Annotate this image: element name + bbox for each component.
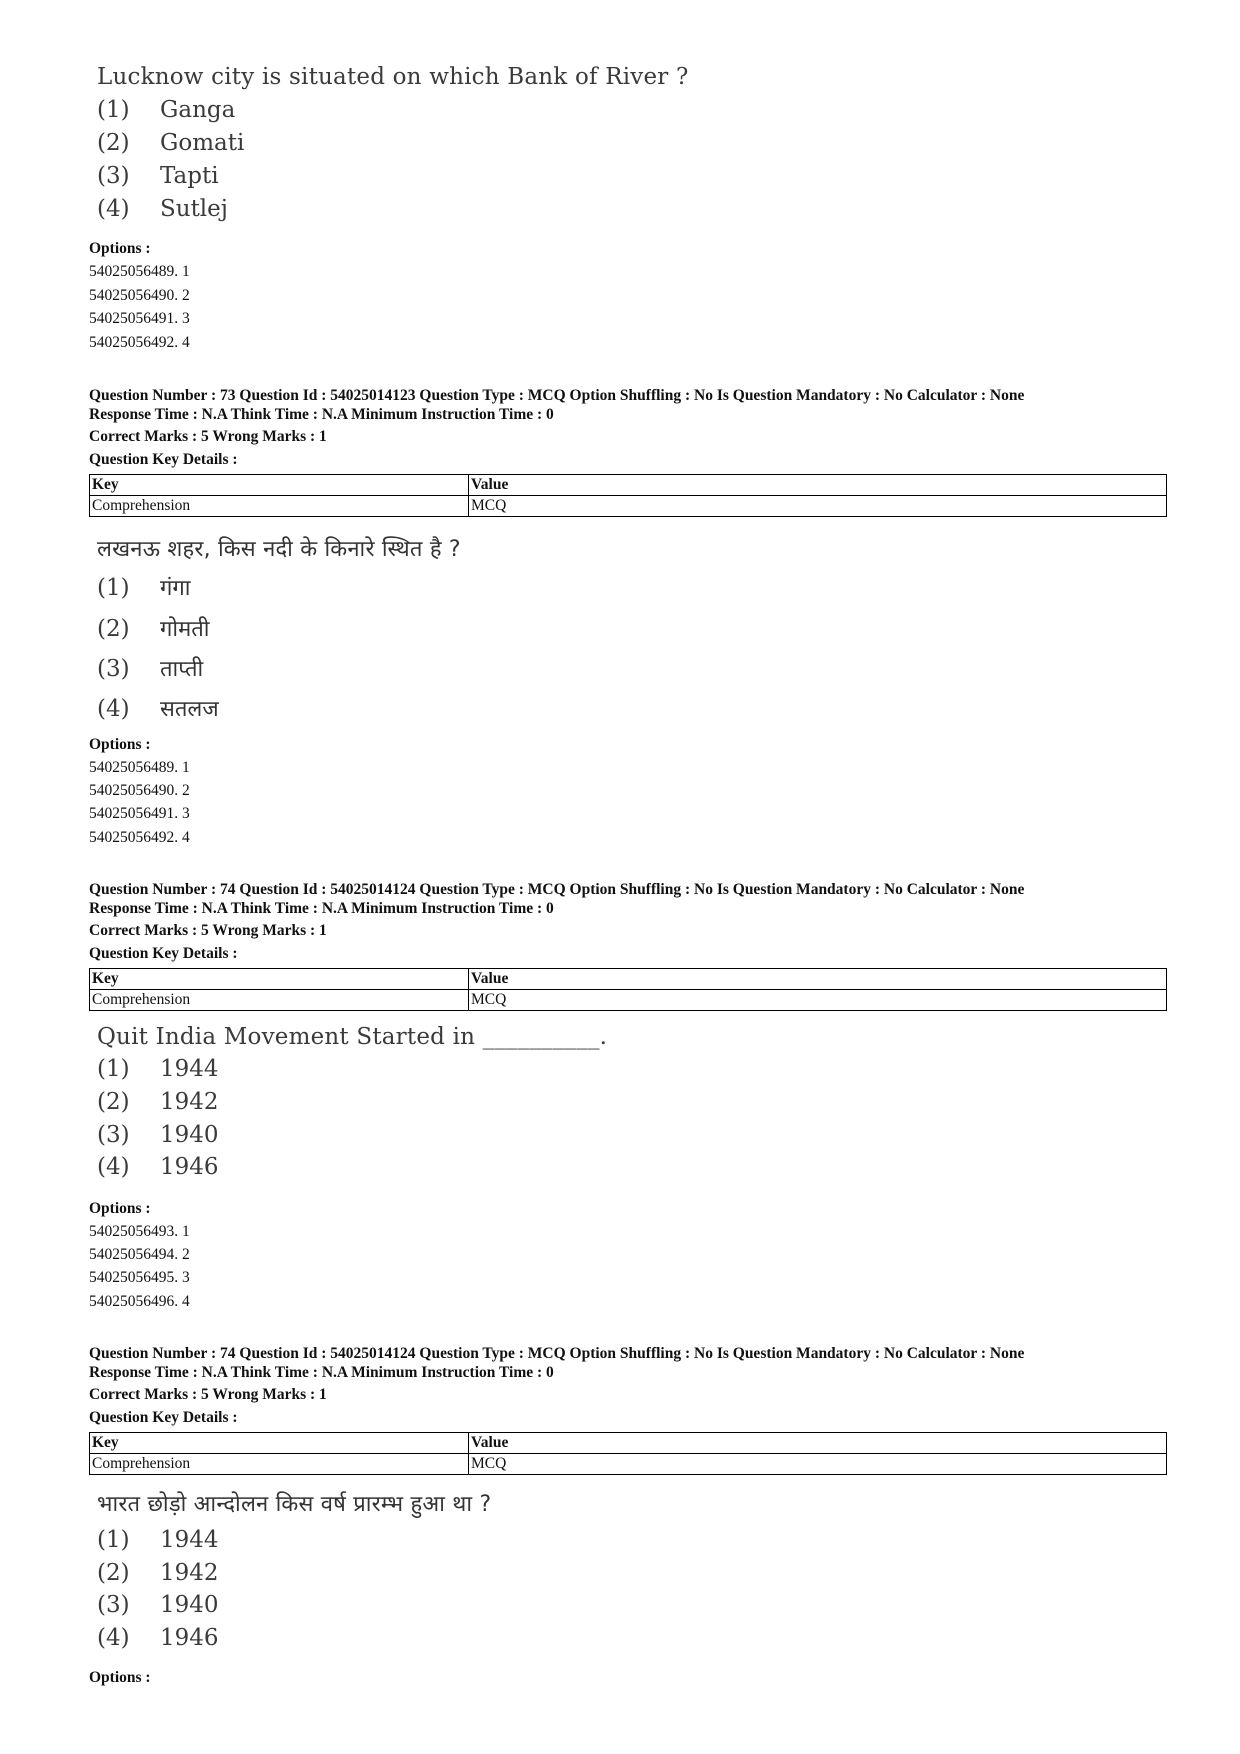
table-header-value: Value <box>469 1433 1167 1454</box>
question-text: भारत छोड़ो आन्दोलन किस वर्ष प्रारम्भ हुआ था ? <box>97 1492 492 1517</box>
option-id: 54025056489. 1 <box>89 759 190 776</box>
option-value: 1940 <box>160 1122 219 1148</box>
table-row <box>90 990 1167 1011</box>
question-meta-line: Question Number : 74 Question Id : 54025014124 Question Type : MCQ Option Shuffling : No Is Question Mandatory : No Calculator : None <box>89 881 1025 898</box>
answer-option <box>97 693 219 723</box>
option-number: (1) <box>97 1527 130 1553</box>
option-number: (2) <box>97 1560 130 1586</box>
option-id: 54025056494. 2 <box>89 1246 190 1263</box>
answer-option <box>97 1625 219 1651</box>
question-meta-line: Question Number : 74 Question Id : 54025014124 Question Type : MCQ Option Shuffling : No Is Question Mandatory : No Calculator : None <box>89 1345 1025 1362</box>
option-id: 54025056491. 3 <box>89 805 190 822</box>
option-number: (1) <box>97 97 130 123</box>
answer-option <box>97 97 235 123</box>
answer-option <box>97 613 209 643</box>
option-number: (2) <box>97 616 130 642</box>
answer-option <box>97 1089 219 1115</box>
option-id: 54025056493. 1 <box>89 1223 190 1240</box>
option-number: (4) <box>97 1625 130 1651</box>
question-text: लखनऊ शहर, किस नदी के किनारे स्थित है ? <box>97 537 461 562</box>
answer-option <box>97 130 244 156</box>
question-meta-line: Response Time : N.A Think Time : N.A Minimum Instruction Time : 0 <box>89 900 554 917</box>
option-id: 54025056492. 4 <box>89 334 190 351</box>
question-meta-line: Question Number : 73 Question Id : 54025014123 Question Type : MCQ Option Shuffling : No Is Question Mandatory : No Calculator : None <box>89 387 1025 404</box>
option-number: (3) <box>97 1592 130 1618</box>
option-id: 54025056492. 4 <box>89 829 190 846</box>
option-value: 1942 <box>160 1560 219 1586</box>
key-details-table <box>89 474 1167 517</box>
answer-option <box>97 196 228 222</box>
answer-option <box>97 1592 219 1618</box>
option-number: (4) <box>97 196 130 222</box>
option-id: 54025056490. 2 <box>89 782 190 799</box>
answer-option <box>97 653 203 683</box>
marks-line: Correct Marks : 5 Wrong Marks : 1 <box>89 428 327 445</box>
option-id: 54025056491. 3 <box>89 310 190 327</box>
answer-option <box>97 1056 219 1082</box>
marks-line: Correct Marks : 5 Wrong Marks : 1 <box>89 1386 327 1403</box>
table-header-key: Key <box>90 1433 469 1454</box>
option-value: गोमती <box>160 617 210 642</box>
option-value: Gomati <box>160 130 245 156</box>
option-value: 1944 <box>160 1056 219 1082</box>
table-row <box>90 1454 1167 1475</box>
answer-option <box>97 1560 219 1586</box>
table-cell-key: Comprehension <box>90 496 469 517</box>
answer-option <box>97 1527 219 1553</box>
answer-option <box>97 163 219 189</box>
option-value: 1944 <box>160 1527 219 1553</box>
key-details-label: Question Key Details : <box>89 1409 238 1426</box>
options-label: Options : <box>89 240 151 257</box>
option-number: (3) <box>97 1122 130 1148</box>
options-label: Options : <box>89 1669 151 1686</box>
key-details-label: Question Key Details : <box>89 451 238 468</box>
question-meta <box>89 386 1169 424</box>
question-text: Quit India Movement Started in __________. <box>97 1024 608 1050</box>
option-number: (2) <box>97 1089 130 1115</box>
option-number: (2) <box>97 130 130 156</box>
option-id: 54025056496. 4 <box>89 1293 190 1310</box>
table-cell-value: MCQ <box>469 496 1167 517</box>
question-meta <box>89 880 1169 918</box>
question-text: Lucknow city is situated on which Bank of River ? <box>97 64 689 90</box>
table-header-row <box>90 475 1167 496</box>
answer-option <box>97 1122 219 1148</box>
option-number: (3) <box>97 656 130 682</box>
option-id: 54025056495. 3 <box>89 1269 190 1286</box>
option-value: गंगा <box>160 576 191 601</box>
question-meta-line: Response Time : N.A Think Time : N.A Minimum Instruction Time : 0 <box>89 406 554 423</box>
option-number: (1) <box>97 575 130 601</box>
option-value: सतलज <box>160 697 219 722</box>
table-header-row <box>90 969 1167 990</box>
answer-option <box>97 1154 219 1180</box>
option-value: 1942 <box>160 1089 219 1115</box>
table-header-key: Key <box>90 969 469 990</box>
option-value: 1940 <box>160 1592 219 1618</box>
question-meta <box>89 1344 1169 1382</box>
key-details-table <box>89 968 1167 1011</box>
table-row <box>90 496 1167 517</box>
option-number: (3) <box>97 163 130 189</box>
table-header-key: Key <box>90 475 469 496</box>
option-value: Ganga <box>160 97 236 123</box>
options-label: Options : <box>89 1200 151 1217</box>
option-value: ताप्ती <box>160 657 204 682</box>
marks-line: Correct Marks : 5 Wrong Marks : 1 <box>89 922 327 939</box>
question-meta-line: Response Time : N.A Think Time : N.A Minimum Instruction Time : 0 <box>89 1364 554 1381</box>
option-number: (4) <box>97 696 130 722</box>
table-cell-value: MCQ <box>469 990 1167 1011</box>
table-cell-key: Comprehension <box>90 1454 469 1475</box>
table-header-value: Value <box>469 475 1167 496</box>
option-value: Tapti <box>160 163 219 189</box>
option-id: 54025056490. 2 <box>89 287 190 304</box>
table-header-row <box>90 1433 1167 1454</box>
key-details-label: Question Key Details : <box>89 945 238 962</box>
answer-option <box>97 572 190 602</box>
option-value: Sutlej <box>160 196 228 222</box>
option-value: 1946 <box>160 1154 219 1180</box>
table-header-value: Value <box>469 969 1167 990</box>
table-cell-value: MCQ <box>469 1454 1167 1475</box>
option-number: (1) <box>97 1056 130 1082</box>
option-value: 1946 <box>160 1625 219 1651</box>
table-cell-key: Comprehension <box>90 990 469 1011</box>
key-details-table <box>89 1432 1167 1475</box>
options-label: Options : <box>89 736 151 753</box>
option-id: 54025056489. 1 <box>89 263 190 280</box>
option-number: (4) <box>97 1154 130 1180</box>
